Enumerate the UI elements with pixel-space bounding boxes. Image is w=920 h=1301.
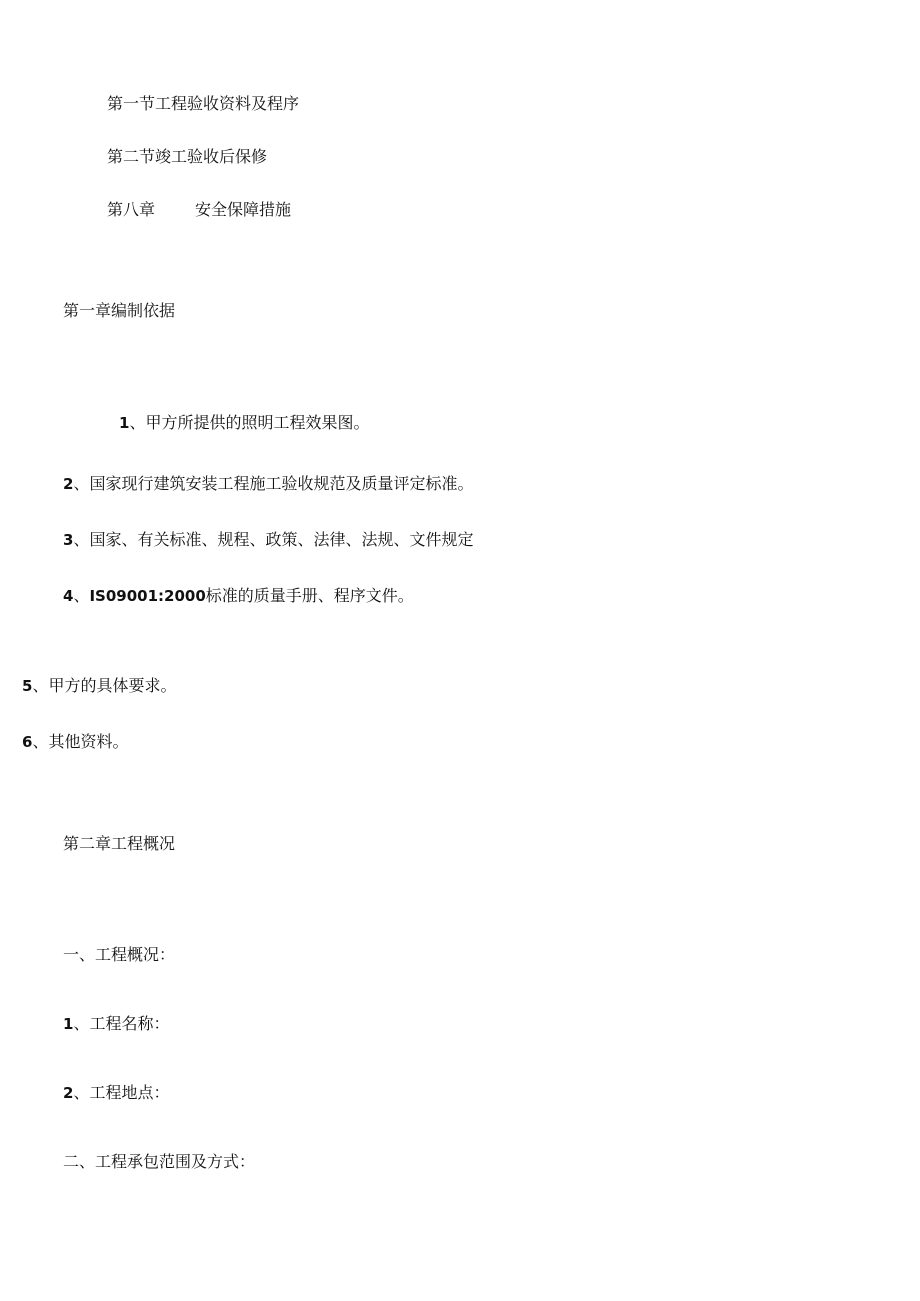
list-item [63, 586, 414, 606]
toc-item [107, 200, 291, 220]
list-item [119, 413, 369, 433]
toc-item-text: 第一节工程验收资料及程序 [107, 94, 300, 113]
item-number: 2 [63, 475, 74, 493]
section-heading: 一、工程概况： [63, 945, 176, 964]
item-text: 、国家现行建筑安装工程施工验收规范及质量评定标准。 [73, 474, 474, 493]
toc-item [107, 94, 299, 114]
list-item [63, 1083, 169, 1103]
item-number: 1 [63, 1015, 74, 1033]
item-text: 、甲方所提供的照明工程效果图。 [129, 413, 370, 432]
chapter-heading: 第一章编制依据 [63, 301, 176, 320]
standard-code: IS09001:2000 [89, 587, 206, 605]
item-number: 4 [63, 587, 74, 605]
toc-chapter-number: 第八章 [107, 200, 156, 219]
item-text: 、其他资料。 [32, 732, 129, 751]
item-number: 5 [22, 677, 33, 695]
item-number: 6 [22, 733, 33, 751]
section-heading: 二、工程承包范围及方式： [63, 1152, 256, 1171]
item-text: 、 [73, 586, 90, 605]
item-text-rest: 标准的质量手册、程序文件。 [205, 586, 414, 605]
toc-item-text: 第二节竣工验收后保修 [107, 147, 268, 166]
list-item [22, 732, 128, 752]
item-number: 3 [63, 531, 74, 549]
item-text: 、工程名称： [73, 1014, 170, 1033]
list-item [63, 530, 473, 550]
list-item [63, 1014, 169, 1034]
item-text: 、国家、有关标准、规程、政策、法律、法规、文件规定 [73, 530, 474, 549]
list-item [22, 676, 176, 696]
toc-chapter-title: 安全保障措施 [195, 200, 292, 219]
item-text: 、甲方的具体要求。 [32, 676, 177, 695]
item-number: 1 [119, 414, 130, 432]
chapter-heading: 第二章工程概况 [63, 834, 176, 853]
toc-item [107, 147, 267, 167]
list-item [63, 474, 473, 494]
item-text: 、工程地点： [73, 1083, 170, 1102]
item-number: 2 [63, 1084, 74, 1102]
